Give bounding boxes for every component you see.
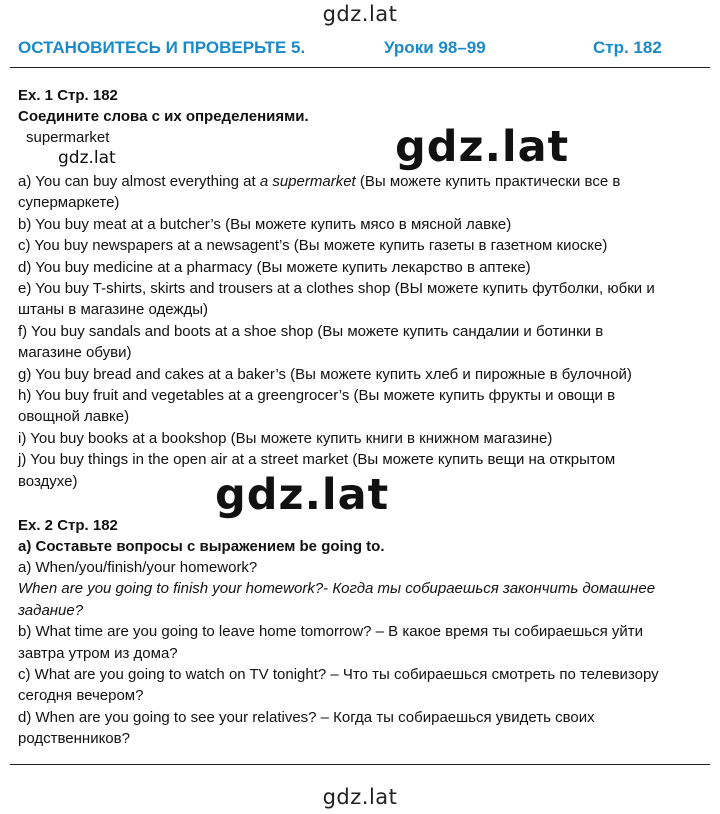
ex1-heading: Ex. 1 Стр. 182 — [18, 87, 118, 104]
ex1-line-text: j) You buy things in the open air at a street market (Вы можете купить вещи на открытом — [18, 451, 616, 469]
ex1-line-text: e) You buy T-shirts, skirts and trousers at a clothes shop (ВЫ можете купить футболки, юбки и — [18, 280, 655, 297]
ex1-task: Соедините слова с их определениями. — [18, 108, 309, 125]
watermark-top: gdz.lat — [322, 2, 398, 26]
ex1-answer-line — [18, 472, 77, 492]
ex1-answer-line — [18, 450, 615, 470]
watermark-small-1: gdz.lat — [58, 148, 116, 168]
ex1-answer-line — [18, 258, 531, 278]
ex1-answer-line — [18, 386, 615, 406]
ex1-word: supermarket — [26, 129, 110, 146]
ex1-answer-line — [18, 365, 632, 385]
ex1-answer-line — [18, 172, 620, 192]
ex1-line-text: штаны в магазине одежды) — [18, 301, 208, 319]
ex2-answer-line: сегодня вечером? — [18, 687, 144, 705]
page-header — [18, 38, 708, 62]
ex1-answer-line — [18, 300, 208, 320]
ex2-answer-line: завтра утром из дома? — [18, 644, 178, 662]
watermark-bottom: gdz.lat — [322, 785, 398, 809]
ex1-line-text: магазине обуви) — [18, 344, 132, 362]
ex2-answer-line: a) When/you/finish/your homework? — [18, 559, 258, 576]
ex1-answer-line — [18, 236, 607, 256]
ex1-answer-line — [18, 429, 552, 449]
ex1-answer-line — [18, 407, 129, 427]
ex1-answer-line — [18, 343, 131, 363]
ex2-task: a) Составьте вопросы с выражением be going to. — [18, 538, 385, 555]
ex2-answer-line: b) What time are you going to leave home tomorrow? – В какое время ты собираешься уйти — [18, 623, 644, 641]
ex1-answer-line — [18, 322, 603, 342]
ex2-heading: Ex. 2 Стр. 182 — [18, 517, 118, 534]
ex1-line-text: c) You buy newspapers at a newsagent’s (Вы можете купить газеты в газетном киоске) — [18, 237, 608, 255]
ex1-answer-line — [18, 279, 655, 299]
ex2-answer-line: d) When are you going to see your relatives? – Когда ты собираешься увидеть своих — [18, 708, 595, 726]
ex1-line-text: f) You buy sandals and boots at a shoe shop (Вы можете купить сандалии и ботинки в — [18, 322, 604, 340]
ex1-line-emphasis: a supermarket — [259, 173, 356, 190]
footer-divider — [10, 764, 710, 765]
ex1-line-text: овощной лавке) — [18, 408, 130, 426]
header-page: Стр. 182 — [593, 38, 662, 57]
ex2-answer-line: When are you going to finish your homework?- Когда ты собираешься закончить домашнее — [18, 580, 656, 598]
ex2-answer-line: родственников? — [18, 730, 130, 748]
ex1-answer-line — [18, 215, 511, 235]
header-divider — [10, 67, 710, 68]
ex1-answer-line — [18, 193, 119, 213]
watermark-large-2: gdz.lat — [215, 470, 390, 520]
watermark-large-1: gdz.lat — [395, 122, 570, 172]
ex1-line-text: b) You buy meat at a butcher’s (Вы можете купить мясо в мясной лавке) — [18, 215, 512, 233]
ex1-line-text: a) You can buy almost everything at — [18, 173, 260, 190]
ex1-line-text: d) You buy medicine at a pharmacy (Вы можете купить лекарство в аптеке) — [18, 258, 531, 276]
header-title: ОСТАНОВИТЕСЬ И ПРОВЕРЬТЕ 5. — [18, 38, 306, 57]
ex1-line-text: воздухе) — [18, 472, 78, 490]
header-lessons: Уроки 98–99 — [384, 38, 486, 57]
ex1-line-text: g) You buy bread and cakes at a baker’s (Вы можете купить хлеб и пирожные в булочной) — [18, 365, 632, 383]
ex2-answer-line: задание? — [18, 601, 84, 619]
ex2-answer-line: c) What are you going to watch on TV tonight? – Что ты собираешься смотреть по телевизору — [18, 666, 659, 683]
ex1-line-text: h) You buy fruit and vegetables at a greengrocer’s (Вы можете купить фрукты и овощи в — [18, 387, 616, 404]
ex1-line-text: i) You buy books at a bookshop (Вы можете купить книги в книжном магазине) — [18, 429, 553, 447]
ex1-line-text: супермаркете) — [18, 194, 120, 212]
ex1-line-translation: (Вы можете купить практически все в — [355, 173, 621, 190]
